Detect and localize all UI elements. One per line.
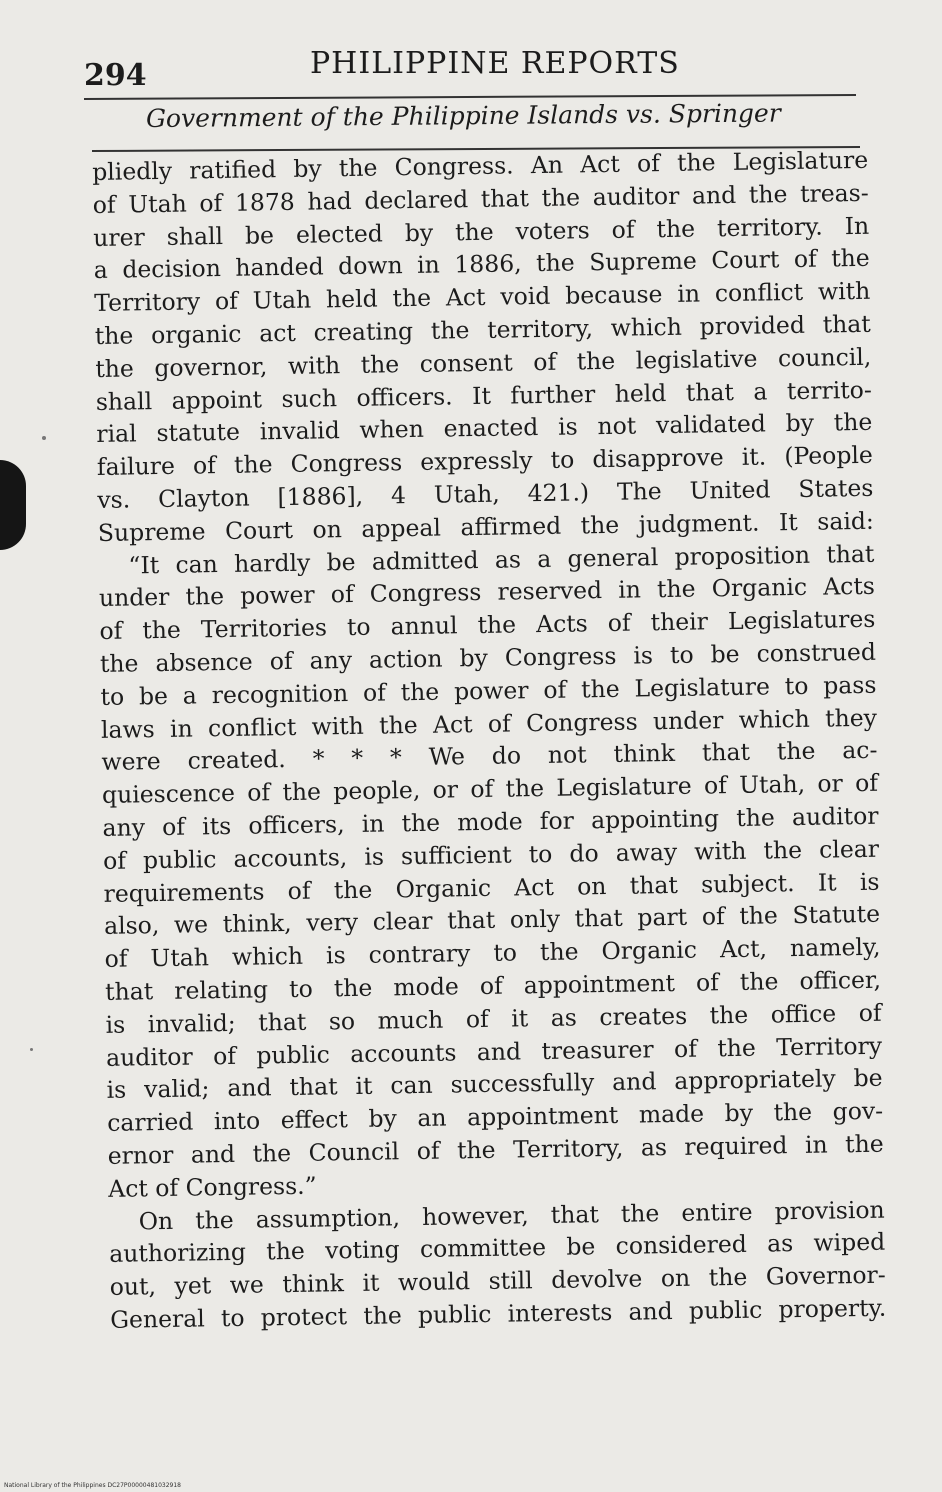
quote-line: that relating to the mode of appointment of the officer, <box>104 965 882 1006</box>
quote-line: quiescence of the people, or of the Legislature of Utah, or of <box>101 768 879 810</box>
text-line: a decision handed down in 1886, the Supreme Court of the <box>93 244 870 285</box>
text-line: rial statute invalid when enacted is not validated by the <box>96 408 873 449</box>
body-text <box>92 144 886 1337</box>
quote-line: also, we think, very clear that only that part of the Statute <box>103 900 881 941</box>
page-number: 294 <box>84 58 147 93</box>
text-line: vs. Clayton [1886], 4 Utah, 421.) The United States <box>97 473 874 514</box>
text-line: the organic act creating the territory, which provided that <box>94 309 871 350</box>
text-line: the governor, with the consent of the legislative council, <box>95 342 872 383</box>
page-header <box>84 40 860 100</box>
scan-speck <box>42 436 46 440</box>
quote-line: any of its officers, in the mode for appointing the auditor <box>102 801 879 842</box>
text-line: failure of the Congress expressly to disapprove it. (People <box>96 440 874 482</box>
text-line: Territory of Utah held the Act void because in conflict with <box>94 276 871 318</box>
text-line: shall appoint such officers. It further held that a territo- <box>95 375 872 416</box>
text-line: Supreme Court on appeal affirmed the judgment. It said: <box>97 506 875 547</box>
text-line: On the assumption, however, that the entire provision <box>138 1195 885 1235</box>
binding-shadow <box>0 460 26 550</box>
quote-line: of Utah which is contrary to the Organic Act, namely, <box>104 932 881 974</box>
quote-line: were created. * * * We do not think that the ac- <box>101 736 878 777</box>
text-line: of Utah of 1878 had declared that the auditor and the treas- <box>92 178 869 219</box>
quote-line: is invalid; that so much of it as creates the office of <box>105 998 882 1039</box>
quote-line: requirements of the Organic Act on that subject. It is <box>103 867 880 908</box>
quote-line: of the Territories to annul the Acts of their Legislatures <box>99 604 876 646</box>
text-line: pliedly ratified by the Congress. An Act of the Legislature <box>92 145 869 186</box>
text-line: urer shall be elected by the voters of the territory. In <box>93 211 870 252</box>
quote-line: laws in conflict with the Act of Congress under which they <box>100 703 878 744</box>
text-line: General to protect the public interests and public property. <box>110 1293 887 1334</box>
quote-line: ernor and the Council of the Territory, as required in the <box>107 1129 884 1170</box>
quote-line: of public accounts, is sufficient to do away with the clear <box>102 834 880 875</box>
quote-line: is valid; and that it can successfully and appropriately be <box>106 1064 883 1105</box>
quote-line: Act of Congress.” <box>108 1171 317 1203</box>
quote-line: the absence of any action by Congress is to be construed <box>99 637 877 678</box>
running-title: PHILIPPINE REPORTS <box>310 46 680 81</box>
quote-line: auditor of public accounts and treasurer of the Territory <box>105 1031 883 1072</box>
quote-line: carried into effect by an appointment made by the gov- <box>106 1096 884 1137</box>
scan-speck <box>30 1048 33 1051</box>
text-line: out, yet we think it would still devolve on the Governor- <box>109 1260 886 1301</box>
quote-line: “It can hardly be admitted as a general proposition that <box>128 539 875 580</box>
scan-footer-tag: National Library of the Philippines DC27P00000481032918 <box>4 1482 181 1489</box>
text-line: authorizing the voting committee be considered as wiped <box>109 1227 886 1269</box>
quote-line: under the power of Congress reserved in the Organic Acts <box>98 572 876 613</box>
case-title: Government of the Philippine Islands vs. Springer <box>145 98 781 133</box>
quote-line: to be a recognition of the power of the Legislature to pass <box>100 670 877 711</box>
